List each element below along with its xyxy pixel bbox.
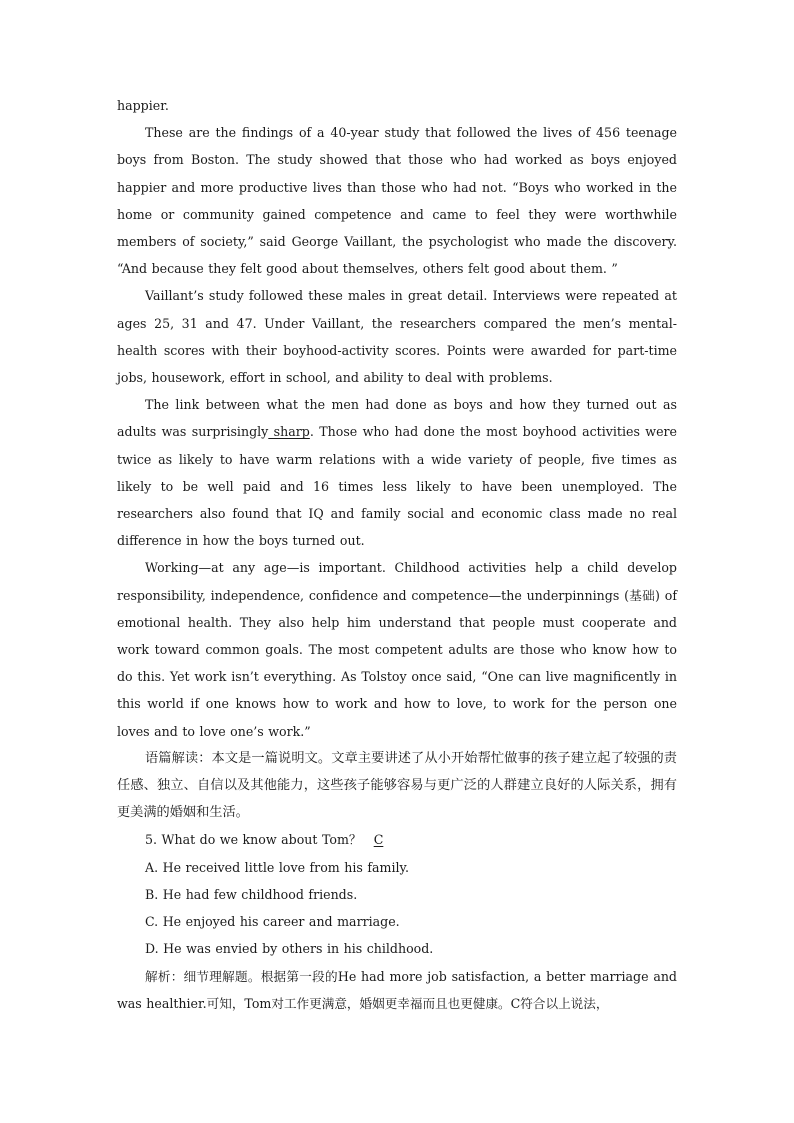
option-d: D. He was envied by others in his childhood. bbox=[145, 941, 434, 957]
document-page bbox=[117, 92, 677, 1017]
option-c: C. He enjoyed his career and marriage. bbox=[145, 914, 400, 930]
explanation: 解析：细节理解题。根据第一段的He had more job satisfaction, a better marriage and was healthier.可知，Tom对工作更满意，婚姻更幸福而且也更健康。C符合以上说法， bbox=[117, 968, 677, 1011]
paragraph-3-text-after: . Those who had done the most boyhood activities were twice as likely to have warm relations with a wide variety of people, five times as likely to be well paid and 16 times less likely to have been unemployed. The researchers also found that IQ and family social and economic class made no real difference in how the boys turned out. bbox=[117, 424, 677, 549]
passage-paragraph-3 bbox=[117, 391, 677, 554]
paragraph-3-text-before: The link between what the men had done as boys and how they turned out as adults was surprisingly bbox=[117, 397, 677, 440]
question-text: 5. What do we know about Tom？ bbox=[145, 832, 362, 848]
passage-paragraph-0: happier. bbox=[117, 98, 169, 113]
passage-paragraph-1: These are the findings of a 40-year study that followed the lives of 456 teenage boys from Boston. The study showed that those who had worked as boys enjoyed happier and more productive lives than those who had not. “Boys who worked in the home or community gained competence and came to feel they were worthwhile members of society,” said George Vaillant, the psychologist who made the discovery. “And because they felt good about themselves, others felt good about them. ” bbox=[117, 125, 677, 277]
option-b: B. He had few childhood friends. bbox=[145, 886, 358, 902]
passage-paragraph-2: Vaillant’s study followed these males in great detail. Interviews were repeated at ages 25, 31 and 47. Under Vaillant, the researchers compared the men’s mental-health scores with their boyhood-activity scores. Points were awarded for part-time jobs, housework, effort in school, and ability to deal with problems. bbox=[117, 288, 677, 386]
question-answer: C bbox=[373, 832, 384, 848]
option-a: A. He received little love from his family. bbox=[145, 859, 409, 875]
question-stem bbox=[117, 826, 677, 853]
passage-paragraph-4: Working—at any age—is important. Childhood activities help a child develop responsibility, independence, confidence and competence—the underpinnings (基础) of emotional health. They also help him understand that people must cooperate and work toward common goals. The most competent adults are those who know how to do this. Yet work isn’t everything. As Tolstoy once said, “One can live magnificently in this world if one knows how to work and how to love, to work for the person one loves and to love one’s work.” bbox=[117, 560, 677, 739]
passage-analysis: 语篇解读：本文是一篇说明文。文章主要讲述了从小开始帮忙做事的孩子建立起了较强的责任感、独立、自信以及其他能力，这些孩子能够容易与更广泛的人群建立良好的人际关系，拥有更美满的婚姻和生活。 bbox=[117, 750, 677, 821]
underlined-word-sharp: sharp bbox=[268, 424, 310, 440]
